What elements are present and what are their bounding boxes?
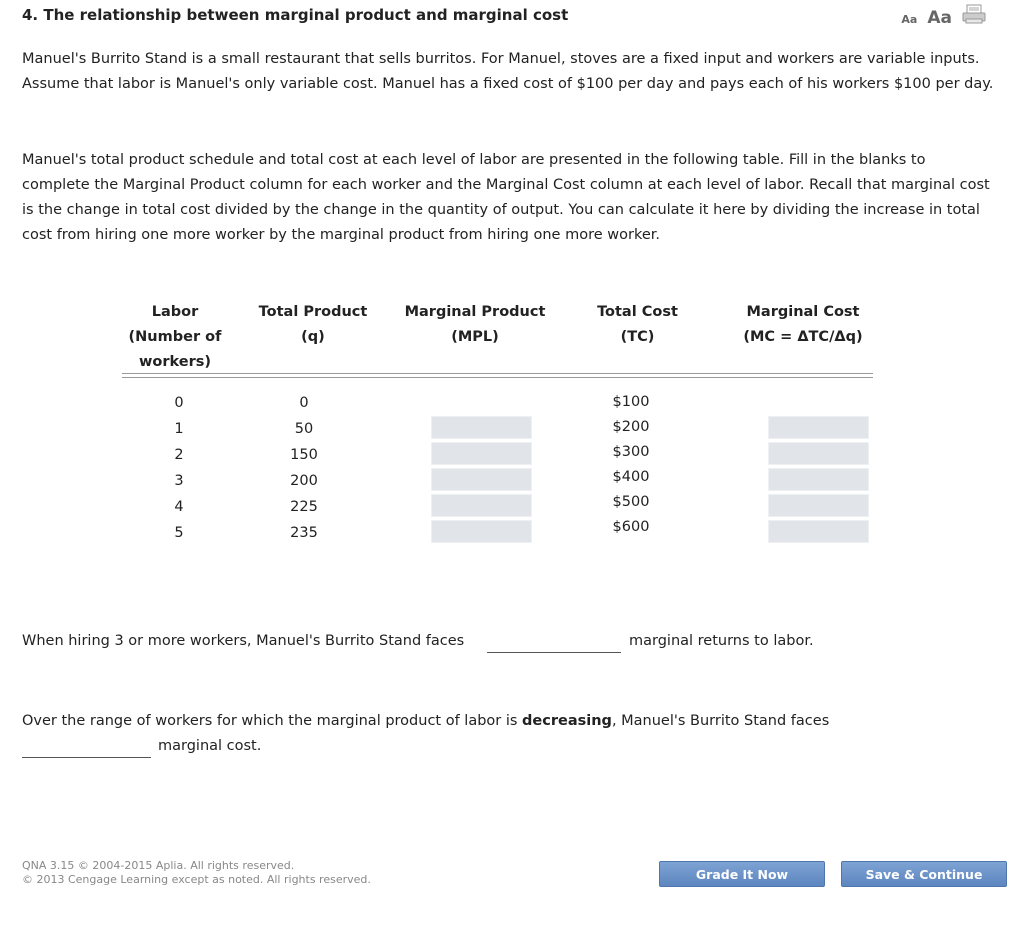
total-cost-cell: $400 [612,469,650,485]
q2-text-after: marginal cost. [158,738,262,754]
labor-cell: 4 [174,499,184,515]
header-total-product: Total Product (q) [258,304,368,345]
total-product-cell: 200 [290,473,318,489]
toolbar [901,4,986,28]
copyright-footer [22,859,371,887]
total-product-cell: 50 [294,421,314,437]
total-cost-cell: $200 [612,419,650,435]
header-marginal-product: Marginal Product (MPL) [404,304,546,345]
q1-text-before: When hiring 3 or more workers, Manuel's Burrito Stand faces [22,633,465,649]
copyright-line-2: © 2013 Cengage Learning except as noted. All rights reserved. [22,873,371,886]
q2-text-before: Over the range of workers for which the marginal product of labor is [22,713,518,729]
labor-cell: 5 [174,525,184,541]
labor-cell: 0 [174,395,184,411]
question-title: 4. The relationship between marginal product and marginal cost [22,6,569,24]
header-marginal-cost: Marginal Cost (MC = ΔTC/Δq) [743,304,863,345]
total-cost-cell: $600 [612,519,650,535]
mpl-input-worker-4[interactable] [431,494,532,517]
q1-dropdown[interactable] [487,630,621,653]
mc-input-worker-1[interactable] [768,416,869,439]
mc-input-worker-3[interactable] [768,468,869,491]
font-size-small-button[interactable]: Aa [901,13,918,26]
font-size-large-button[interactable]: Aa [927,8,952,28]
total-cost-cell: $100 [612,394,650,410]
instructions-paragraph: Manuel's total product schedule and total cost at each level of labor are presented in the following table. Fill in the blanks to complete the Marginal Product column for each worker and the Marginal Cost column at each level of labor. Recall that marginal cost is the change in total cost divided by the change in the quantity of output. You can calculate it here by dividing the increase in total cost from hiring one more worker by the marginal product from hiring one more worker. [22,152,990,243]
total-product-cell: 150 [290,447,318,463]
mpl-input-worker-3[interactable] [431,468,532,491]
intro-paragraph: Manuel's Burrito Stand is a small restaurant that sells burritos. For Manuel, stoves are a fixed input and workers are variable inputs. Assume that labor is Manuel's only variable cost. Manuel has a fixed cost of $100 per day and pays each of his workers $100 per day. [22,51,994,92]
labor-cell: 2 [174,447,184,463]
q2-text [22,709,982,734]
mpl-input-worker-5[interactable] [431,520,532,543]
total-product-cell: 225 [290,499,318,515]
mpl-input-worker-1[interactable] [431,416,532,439]
q2-text-mid: , Manuel's Burrito Stand faces [611,713,830,729]
labor-cell: 1 [174,421,184,437]
total-cost-cell: $500 [612,494,650,510]
q2-bold-word: decreasing [522,713,612,729]
mc-input-worker-5[interactable] [768,520,869,543]
total-product-cell: 0 [299,395,309,411]
total-cost-cell: $300 [612,444,650,460]
table-header-rule [122,373,873,378]
q2-dropdown[interactable] [22,735,151,758]
copyright-line-1: QNA 3.15 © 2004-2015 Aplia. All rights reserved. [22,859,295,872]
save-continue-button[interactable]: Save & Continue [841,861,1007,887]
header-total-cost: Total Cost (TC) [597,304,678,345]
labor-cell: 3 [174,473,184,489]
mpl-input-worker-2[interactable] [431,442,532,465]
q1-text-after: marginal returns to labor. [629,633,814,649]
grade-it-now-button[interactable]: Grade It Now [659,861,825,887]
header-labor: Labor (Number of workers) [128,304,222,370]
total-product-cell: 235 [290,525,318,541]
mc-input-worker-4[interactable] [768,494,869,517]
printer-icon[interactable] [962,4,986,28]
mc-input-worker-2[interactable] [768,442,869,465]
